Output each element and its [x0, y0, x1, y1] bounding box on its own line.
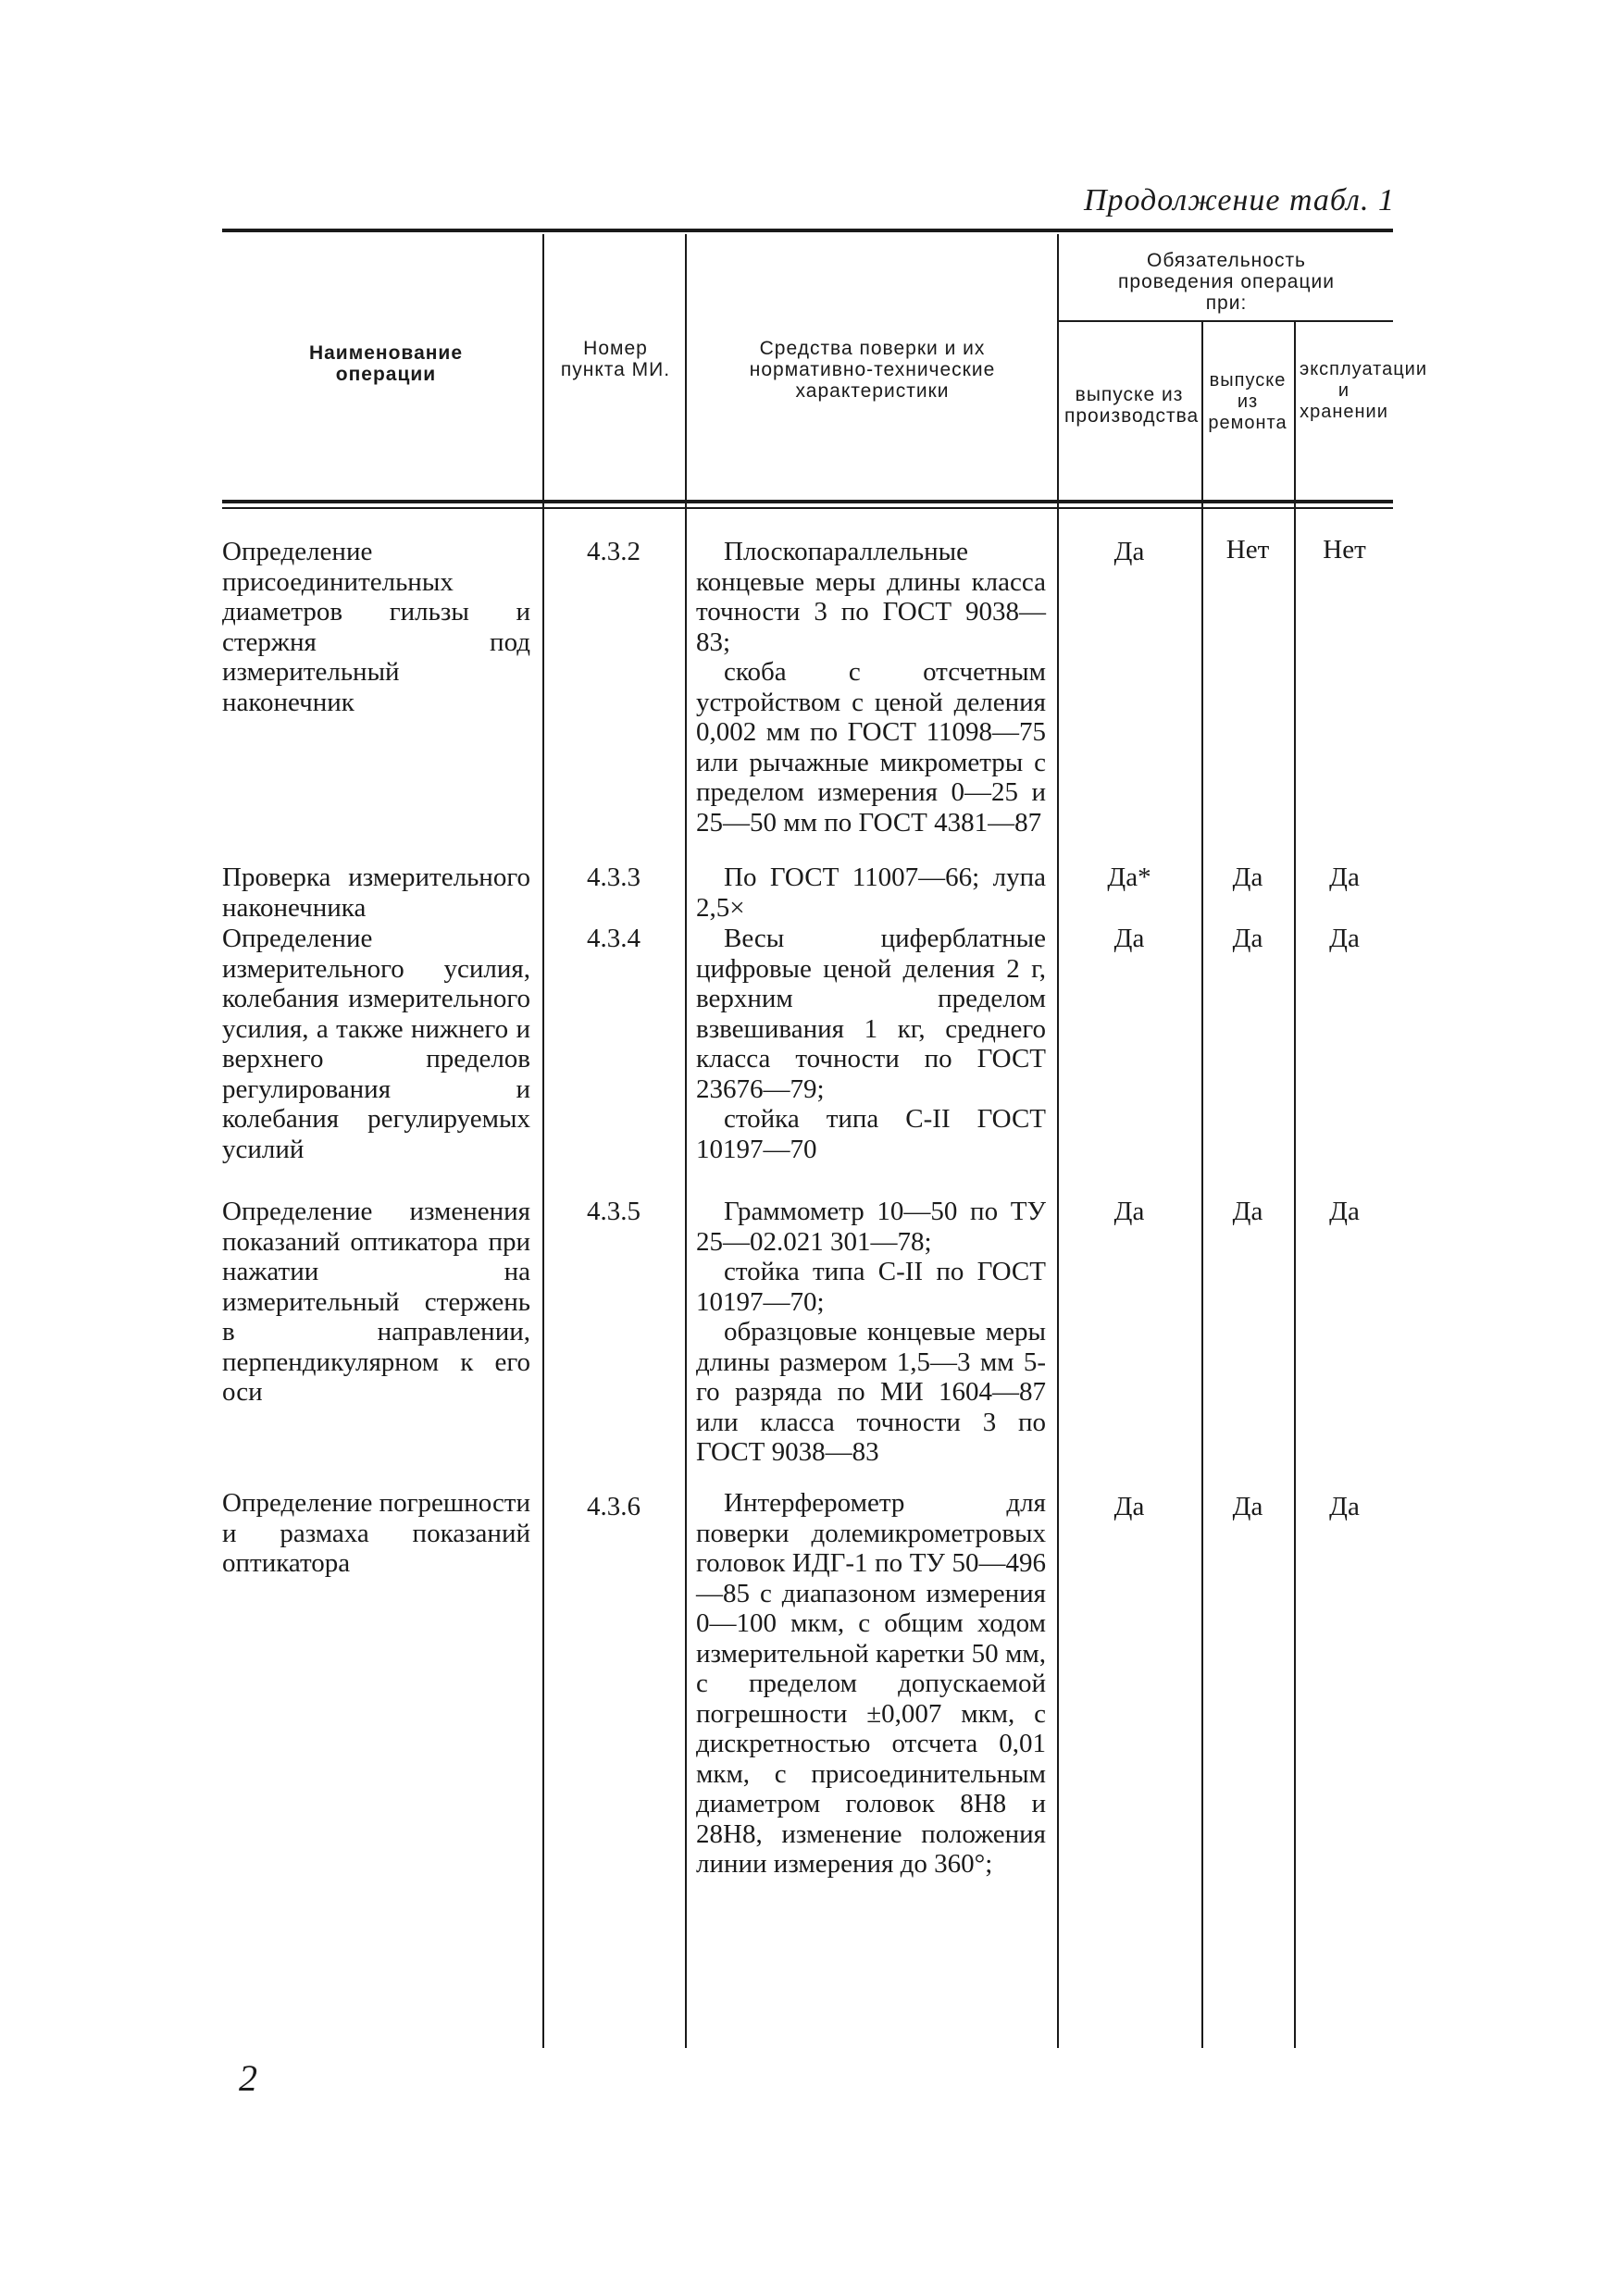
row5-operation: Определение погрешности и размаха показаний оптикатора	[222, 1488, 531, 1578]
row3-item: 4.3.4	[587, 924, 641, 953]
column-divider-4	[1201, 322, 1203, 2048]
row1-storage: Нет	[1323, 535, 1366, 565]
row5-production: Да	[1113, 1492, 1145, 1521]
row3-storage: Да	[1329, 924, 1360, 953]
row4-means-line3: образцовые концевые меры длины размером 1,5—3 мм 5-го разряда по МИ 1604—87 или класса точности 3 по ГОСТ 9038—83	[696, 1317, 1046, 1467]
header-operation-storage: эксплуатации и хранении	[1300, 359, 1427, 422]
row4-item: 4.3.5	[587, 1197, 641, 1226]
table-top-rule	[222, 229, 1393, 232]
row5-means	[696, 1488, 1046, 1880]
header-item-number: Номер пункта МИ.	[560, 338, 671, 380]
header-bottom-rule	[222, 500, 1393, 503]
row4-production: Да	[1113, 1197, 1145, 1226]
row3-means	[696, 924, 1046, 1164]
row4-storage: Да	[1329, 1197, 1360, 1226]
row2-storage: Да	[1329, 863, 1360, 892]
header-obligatory: Обязательность проведения операции при:	[1118, 250, 1335, 314]
row3-production: Да	[1113, 924, 1145, 953]
header-release-repair: выпуске из ремонта	[1208, 370, 1287, 433]
row2-item: 4.3.3	[587, 863, 641, 892]
row4-means	[696, 1197, 1046, 1468]
row1-repair: Нет	[1225, 535, 1270, 565]
row1-means-line1: Плоскопараллельные концевые меры длины класса точности 3 по ГОСТ 9038—83;	[696, 537, 1046, 657]
row1-means-line2: скоба с отсчетным устройством с ценой деления 0,002 мм по ГОСТ 11098—75 или рычажные микрометры с пределом измерения 0—25 и 25—50 мм по ГОСТ 4381—87	[696, 657, 1046, 838]
row2-operation: Проверка измерительного наконечника	[222, 863, 530, 923]
header-bottom-rule-2	[222, 507, 1393, 509]
row3-means-line1: Весы циферблатные цифровые ценой деления 2 г, верхним пределом взвешивания 1 кг, среднего класса точности по ГОСТ 23676—79;	[696, 924, 1046, 1104]
table-caption: Продолжение табл. 1	[1083, 183, 1395, 217]
row5-item: 4.3.6	[587, 1492, 641, 1521]
column-divider-1	[542, 234, 544, 2048]
header-means: Средства поверки и их нормативно-технические характеристики	[749, 338, 996, 402]
row3-repair: Да	[1232, 924, 1263, 953]
row1-operation: Определение присоединительных диаметров гильзы и стержня под измерительный наконечник	[222, 537, 530, 717]
row4-operation: Определение изменения показаний оптикатора при нажатии на измерительный стержень в направлении, перпендикулярном к его оси	[222, 1197, 530, 1407]
row2-means	[696, 863, 1046, 923]
row4-repair: Да	[1232, 1197, 1263, 1226]
row1-item: 4.3.2	[587, 537, 641, 566]
row2-production: Да*	[1107, 863, 1151, 892]
row1-production: Да	[1113, 537, 1145, 566]
row5-means-line1: Интерферометр для поверки долемикрометровых головок ИДГ-1 по ТУ 50—496—85 с диапазоном измерения 0—100 мкм, с общим ходом измерительной каретки 50 мм, с пределом допускаемой погрешности ±0,007 мкм, с дискретностью отсчета 0,01 мкм, с присоединительным диаметром головок 8H8 и 28H8, изменение положения линии измерения до 360°;	[696, 1488, 1046, 1879]
obligatory-subheader-rule	[1057, 320, 1393, 322]
row5-storage: Да	[1329, 1492, 1360, 1521]
row2-repair: Да	[1232, 863, 1263, 892]
row5-repair: Да	[1232, 1492, 1263, 1521]
column-divider-2	[685, 234, 687, 2048]
row3-means-line2: стойка типа С-II ГОСТ 10197—70	[696, 1104, 1046, 1164]
column-divider-5	[1294, 322, 1296, 2048]
row2-means-line1: По ГОСТ 11007—66; лупа 2,5×	[696, 863, 1046, 923]
row4-means-line2: стойка типа С-II по ГОСТ 10197—70;	[696, 1257, 1046, 1317]
header-operation: Наименование операции	[308, 342, 464, 385]
row3-operation: Определение измерительного усилия, колебания измерительного усилия, а также нижнего и верхнего пределов регулирования и колебания регулируемых усилий	[222, 924, 530, 1164]
row1-means	[696, 537, 1046, 838]
column-divider-3	[1057, 234, 1059, 2048]
page-number: 2	[239, 2057, 257, 2099]
header-release-production: выпуске из производства	[1064, 384, 1200, 427]
row4-means-line1: Граммометр 10—50 по ТУ 25—02.021 301—78;	[696, 1197, 1046, 1257]
